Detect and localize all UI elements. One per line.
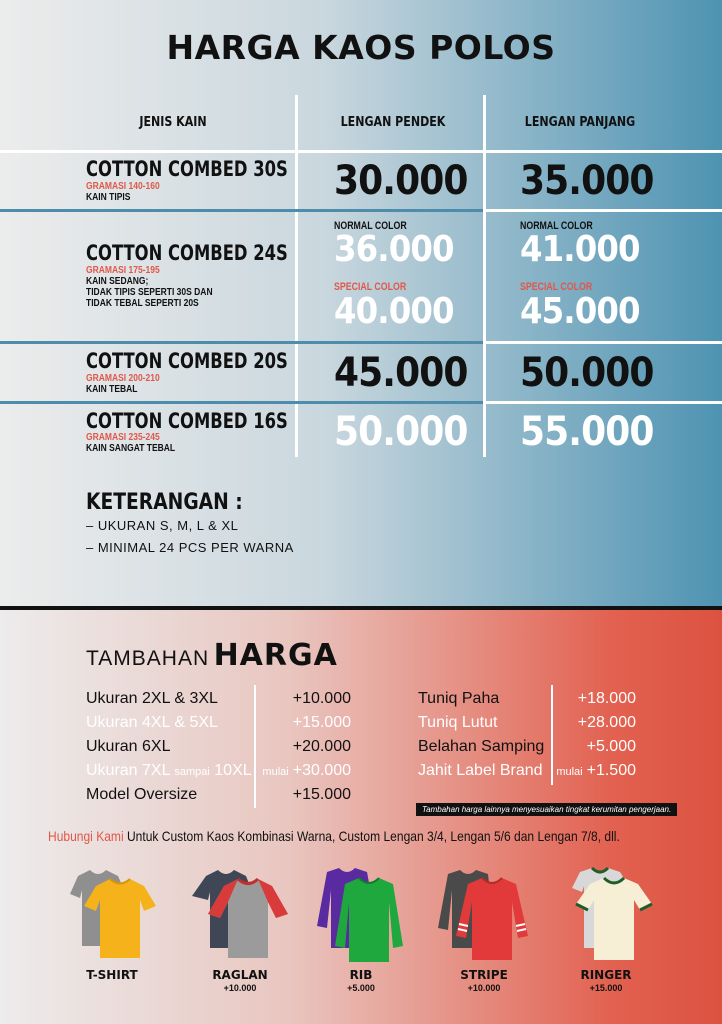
model-name: STRIPE (460, 968, 508, 982)
keterangan-item: – MINIMAL 24 PCS PER WARNA (86, 540, 294, 555)
model-name: RIB (349, 968, 373, 982)
fabric-desc: KAIN TIPIS (86, 192, 131, 203)
price-panjang: 50.000 (520, 350, 654, 396)
raglan-icon (184, 866, 296, 966)
model-stripe-image (428, 866, 540, 966)
model-rib-image (305, 866, 417, 966)
tambahan-label-part: Ukuran 7XL (86, 762, 170, 779)
tambahan-value: +28.000 (577, 714, 636, 731)
price-panjang-special: 45.000 (520, 291, 640, 332)
contact-highlight: Hubungi Kami (48, 828, 124, 844)
tambahan-row (86, 690, 351, 712)
keterangan-item: – UKURAN S, M, L & XL (86, 518, 239, 533)
price-panjang: 35.000 (520, 158, 654, 204)
model-add-price: +10.000 (223, 983, 257, 993)
tambahan-row (418, 762, 636, 784)
mulai-label: mulai (556, 766, 583, 778)
keterangan-title: KETERANGAN : (86, 490, 243, 515)
tambahan-label-part: 10XL (214, 762, 252, 779)
tambahan-label: Tuniq Paha (418, 690, 500, 707)
tambahan-title-light: TAMBAHAN (86, 647, 210, 670)
contact-line (48, 828, 620, 844)
tambahan-note: Tambahan harga lainnya menyesuaikan tingkat kerumitan pengerjaan. (416, 803, 677, 816)
normal-color-label: NORMAL COLOR (520, 220, 593, 232)
model-name: RAGLAN (212, 968, 268, 982)
table-row-line (0, 209, 483, 212)
price-pendek-normal: 36.000 (334, 229, 454, 270)
tambahan-row (418, 714, 636, 736)
tambahan-label: Belahan Samping (418, 738, 545, 755)
tambahan-value: +18.000 (577, 690, 636, 707)
price-pendek: 45.000 (334, 350, 468, 396)
fabric-desc: KAIN SEDANG; (86, 276, 149, 287)
tambahan-row (86, 786, 351, 808)
fabric-desc: KAIN SANGAT TEBAL (86, 443, 176, 454)
tambahan-value: +15.000 (292, 714, 351, 731)
tambahan-value: +30.000 (292, 762, 351, 779)
fabric-name: COTTON COMBED 20S (86, 349, 288, 373)
tambahan-value-wrap (262, 762, 351, 780)
tambahan-value: +20.000 (292, 738, 351, 755)
stripe-icon (428, 866, 540, 966)
header-lengan-panjang: LENGAN PANJANG (524, 115, 636, 130)
rib-icon (305, 866, 417, 966)
tambahan-row (418, 690, 636, 712)
normal-color-label: NORMAL COLOR (334, 220, 407, 232)
fabric-desc: TIDAK TIPIS SEPERTI 30S DAN (86, 287, 213, 298)
tambahan-value: +5.000 (586, 738, 636, 755)
model-tshirt-image (56, 866, 168, 966)
tambahan-label (86, 762, 252, 780)
tambahan-label: Ukuran 6XL (86, 738, 171, 755)
tambahan-label-small: sampai (174, 766, 210, 778)
contact-text: Untuk Custom Kaos Kombinasi Warna, Custom Lengan 3/4, Lengan 5/6 dan Lengan 7/8, dll. (126, 828, 620, 844)
special-color-label: SPECIAL COLOR (520, 281, 593, 293)
model-raglan-image (184, 866, 296, 966)
tambahan-row (418, 738, 636, 760)
fabric-name: COTTON COMBED 30S (86, 157, 288, 181)
fabric-gramasi: GRAMASI 235-245 (86, 432, 160, 443)
price-pendek: 50.000 (334, 409, 468, 455)
tambahan-value: +15.000 (292, 786, 351, 803)
tambahan-title-bold: HARGA (213, 638, 338, 673)
price-pendek-special: 40.000 (334, 291, 454, 332)
model-add-price: +5.000 (347, 983, 375, 993)
tambahan-title (86, 638, 338, 673)
table-row-line (0, 341, 483, 344)
model-name: T-SHIRT (86, 968, 138, 982)
tambahan-label: Jahit Label Brand (418, 762, 543, 779)
tambahan-row (86, 738, 351, 760)
model-add-price: +10.000 (467, 983, 501, 993)
tambahan-label: Tuniq Lutut (418, 714, 498, 731)
table-row-line (483, 401, 722, 404)
model-ringer-image (550, 866, 662, 966)
table-row-line (483, 341, 722, 344)
header-jenis-kain: JENIS KAIN (139, 115, 207, 130)
price-panjang-normal: 41.000 (520, 229, 640, 270)
model-add-price: +15.000 (589, 983, 623, 993)
tshirt-icon (56, 866, 168, 966)
table-row-line (0, 401, 483, 404)
ringer-icon (550, 866, 662, 966)
page-title: HARGA KAOS POLOS (166, 28, 556, 67)
tambahan-row (86, 762, 351, 784)
price-pendek: 30.000 (334, 158, 468, 204)
fabric-desc: TIDAK TEBAL SEPERTI 20S (86, 298, 199, 309)
table-row-line (483, 209, 722, 212)
tambahan-label: Ukuran 2XL & 3XL (86, 690, 218, 707)
tambahan-value-wrap (556, 762, 636, 780)
fabric-gramasi: GRAMASI 175-195 (86, 265, 160, 276)
fabric-gramasi: GRAMASI 140-160 (86, 181, 160, 192)
price-panjang: 55.000 (520, 409, 654, 455)
model-name: RINGER (580, 968, 632, 982)
fabric-desc: KAIN TEBAL (86, 384, 138, 395)
tambahan-value: +1.500 (586, 762, 636, 779)
header-lengan-pendek: LENGAN PENDEK (340, 115, 446, 130)
tambahan-label: Ukuran 4XL & 5XL (86, 714, 218, 731)
mulai-label: mulai (262, 766, 289, 778)
tambahan-label: Model Oversize (86, 786, 198, 803)
fabric-name: COTTON COMBED 24S (86, 241, 288, 265)
fabric-gramasi: GRAMASI 200-210 (86, 373, 160, 384)
tambahan-value: +10.000 (292, 690, 351, 707)
tambahan-row (86, 714, 351, 736)
special-color-label: SPECIAL COLOR (334, 281, 407, 293)
table-header-line (0, 150, 722, 153)
fabric-name: COTTON COMBED 16S (86, 409, 288, 433)
